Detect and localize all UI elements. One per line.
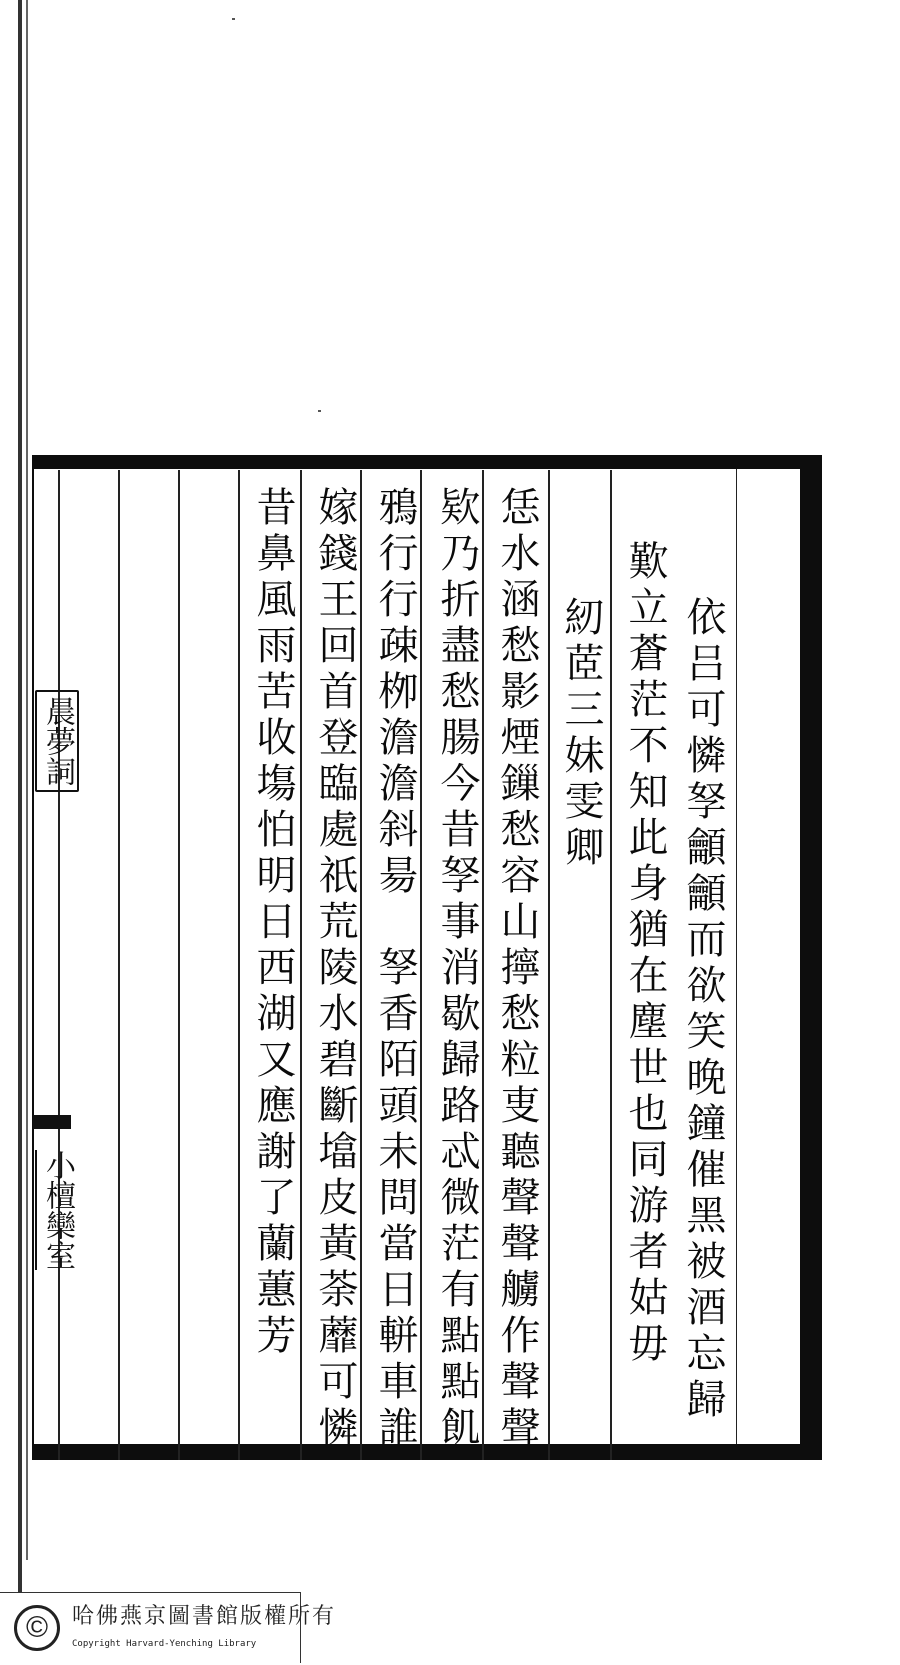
- text-column-4: 恁水涵愁影煙鏁愁容山擰愁粒叓聽聲聲艣作聲聲: [494, 486, 540, 1452]
- column-rule: [178, 470, 180, 1460]
- text-column-2: 歎立蒼茫不知此身猶在塵世也同游者姑毋: [622, 540, 668, 1368]
- copyright-chinese: 哈佛燕京圖書館版權所有: [72, 1604, 337, 1629]
- text-column-6: 鴉行行疎栁澹澹斜昜 孥香陌頭未問當日軿車誰: [372, 486, 418, 1452]
- text-column-7: 嫁錢王回首登臨處祇荒陵水碧斷墖皮黃荼蘼可憐: [312, 486, 358, 1452]
- copyright-english: Copyright Harvard-Yenching Library: [72, 1639, 257, 1649]
- column-rule: [58, 470, 60, 1460]
- binding-edge-inner: [26, 0, 28, 1560]
- column-rule: [300, 470, 302, 1460]
- column-rule: [548, 470, 550, 1460]
- ink-speck: [318, 410, 321, 412]
- fold-fishtail-mark: [33, 1115, 71, 1129]
- ink-speck: [232, 18, 235, 20]
- text-column-3: 紉茝三妹雯卿: [558, 596, 604, 872]
- text-column-8: 昔鼻風雨苦收塲怕明日西湖又應謝了蘭蕙芳: [250, 486, 296, 1360]
- column-rule: [360, 470, 362, 1460]
- fold-studio-name: 小檀欒室: [35, 1150, 77, 1270]
- text-column-1: 依吕可憐孥龥龥而欲笑晚鐘催黑被酒忘歸: [680, 596, 726, 1424]
- fold-book-title: 晨夢詞: [35, 690, 79, 792]
- copyright-stamp: [0, 1592, 337, 1663]
- frame-inner-line: [736, 469, 737, 1444]
- column-rule: [238, 470, 240, 1460]
- binding-edge: [18, 0, 22, 1600]
- column-rule: [482, 470, 484, 1460]
- column-rule: [420, 470, 422, 1460]
- copyright-symbol: ©: [14, 1605, 60, 1651]
- column-rule: [610, 470, 612, 1460]
- column-rule: [118, 470, 120, 1460]
- text-column-5: 欵乃折盡愁腸今昔孥事消歇歸路忒微茫有點點飢: [434, 486, 480, 1452]
